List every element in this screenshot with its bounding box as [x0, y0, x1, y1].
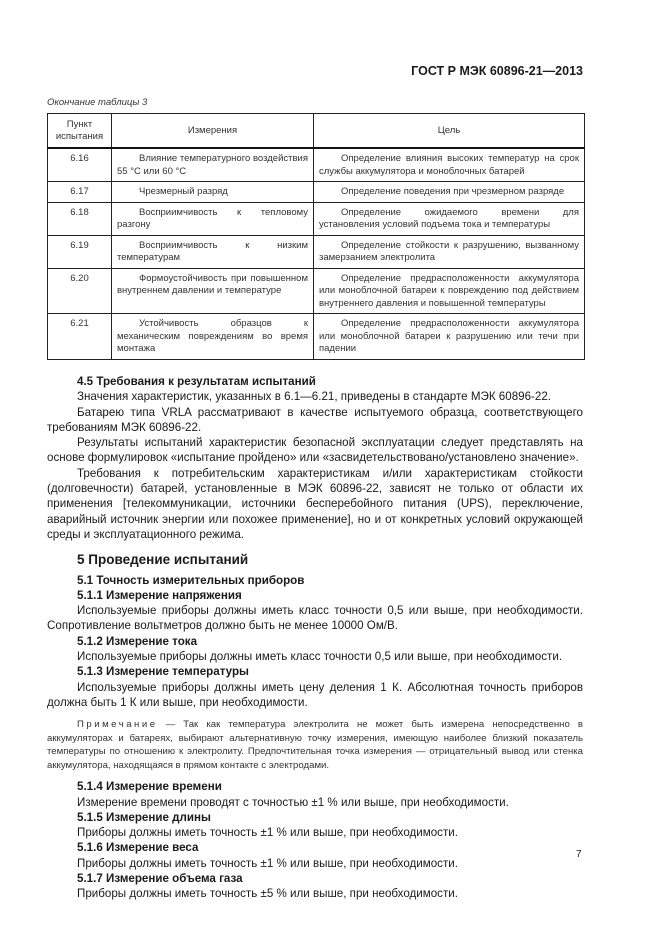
tests-table	[47, 113, 585, 360]
paragraph: Приборы должны иметь точность ±1 % или выше, при необходимости.	[77, 826, 458, 840]
section-heading: 5.1.6 Измерение веса	[77, 841, 199, 855]
table-row	[48, 182, 585, 203]
paragraph: Используемые приборы должны иметь класс точности 0,5 или выше, при необходимости. Сопротивление вольтметров должно быть не менее 10000 Ом/В.	[47, 604, 583, 633]
item-cell: 6.17	[48, 182, 112, 203]
paragraph: Требования к потребительским характеристикам и/или характеристикам стойкости (долговечности) батарей, установленные в МЭК 60896-22, зависят не только от области их применения [телекоммуникации, источники бесперебойного питания (UPS), переключение, аварийный источник энергии или похожее применение], но и от конкретных условий окружающей среды и эксплуатационного режима.	[47, 466, 583, 541]
note-label: Примечание	[77, 719, 158, 731]
measure-cell: Восприимчивость к низким температурам	[112, 235, 314, 268]
section-heading: 5.1.3 Измерение температуры	[77, 665, 249, 679]
goal-cell: Определение влияния высоких температур на срок службы аккумулятора и моноблочных батарей	[314, 148, 585, 182]
paragraph: Приборы должны иметь точность ±5 % или выше, при необходимости.	[77, 887, 458, 901]
paragraph: Приборы должны иметь точность ±1 % или выше, при необходимости.	[77, 856, 458, 870]
goal-cell: Определение поведения при чрезмерном разряде	[314, 182, 585, 203]
paragraph: Батарею типа VRLA рассматривают в качестве испытуемого образца, соответствующего требованиям МЭК 60896-22.	[47, 405, 583, 434]
table-row	[48, 235, 585, 268]
goal-cell: Определение стойкости к разрушению, вызванному замерзанием электролита	[314, 235, 585, 268]
section-heading: 4.5 Требования к результатам испытаний	[77, 375, 316, 388]
section-heading: 5.1 Точность измерительных приборов	[77, 573, 305, 587]
paragraph: Измерение времени проводят с точностью ±1 % или выше, при необходимости.	[77, 795, 509, 809]
item-cell: 6.18	[48, 202, 112, 235]
measure-cell: Устойчивость образцов к механическим повреждениям во время монтажа	[112, 314, 314, 360]
item-cell: 6.16	[48, 148, 112, 182]
measure-cell: Влияние температурного воздействия 55 °С или 60 °С	[112, 148, 314, 182]
section-heading: 5.1.2 Измерение тока	[77, 634, 198, 648]
table-row	[48, 268, 585, 314]
measure-cell: Чрезмерный разряд	[112, 182, 314, 203]
item-cell: 6.21	[48, 314, 112, 360]
table-row	[48, 314, 585, 360]
goal-cell: Определение предрасположенности аккумулятора или моноблочной батареи к повреждению под действием внутреннего давления и повышенной температуры	[314, 268, 585, 314]
document-header: ГОСТ Р МЭК 60896-21—2013	[411, 64, 583, 78]
measure-cell: Восприимчивость к тепловому разгону	[112, 202, 314, 235]
item-cell: 6.19	[48, 235, 112, 268]
section-heading: 5.1.5 Измерение длины	[77, 810, 211, 824]
note	[47, 718, 583, 772]
section-heading: 5.1.4 Измерение времени	[77, 780, 222, 794]
section-heading: 5 Проведение испытаний	[77, 552, 249, 568]
paragraph: Используемые приборы должны иметь цену деления 1 К. Абсолютная точность приборов должна быть 1 К или выше, при необходимости.	[47, 680, 583, 709]
column-header: Измерения	[112, 114, 314, 149]
column-header: Цель	[314, 114, 585, 149]
table-row	[48, 148, 585, 182]
section-heading: 5.1.1 Измерение напряжения	[77, 588, 242, 602]
table-row	[48, 202, 585, 235]
paragraph: Используемые приборы должны иметь класс точности 0,5 или выше, при необходимости.	[77, 650, 563, 664]
page-number: 7	[576, 849, 582, 860]
paragraph: Результаты испытаний характеристик безопасной эксплуатации следует представлять на основе формулировок «испытание пройдено» или «засвидетельствовано/установлено значение».	[47, 436, 583, 465]
paragraph: Значения характеристик, указанных в 6.1—6.21, приведены в стандарте МЭК 60896-22.	[77, 390, 552, 404]
table-caption: Окончание таблицы 3	[47, 97, 148, 108]
note-text: — Так как температура электролита не может быть измерена непосредственно в аккумуляторах и батареях, выбирают альтернативную точку измерения, имеющую наиболее близкий показатель температуры по отношению к электролиту. Предпочтительная точка измерения — отрицательный вывод или стенка аккумулятора, находящаяся в прямом контакте с электродами.	[47, 719, 583, 771]
goal-cell: Определение предрасположенности аккумулятора или моноблочной батареи к разрушению или течи при падении	[314, 314, 585, 360]
document-body	[47, 374, 583, 902]
section-heading: 5.1.7 Измерение объема газа	[77, 872, 243, 886]
measure-cell: Формоустойчивость при повышенном внутреннем давлении и температуре	[112, 268, 314, 314]
item-cell: 6.20	[48, 268, 112, 314]
table-header-row	[48, 114, 585, 149]
column-header: Пункт испытания	[48, 114, 112, 149]
goal-cell: Определение ожидаемого времени для установления условий подъема тока и температуры	[314, 202, 585, 235]
